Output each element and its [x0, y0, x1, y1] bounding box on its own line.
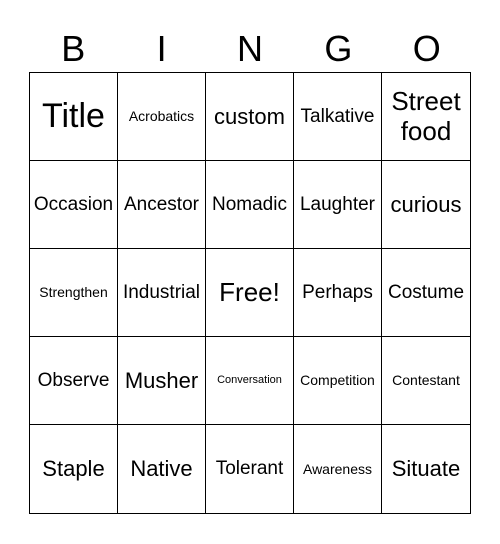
bingo-cell: Talkative	[294, 73, 382, 161]
bingo-cell: Awareness	[294, 425, 382, 513]
bingo-cell: curious	[382, 161, 470, 249]
header-letter-n: N	[236, 28, 263, 69]
bingo-cell: Perhaps	[294, 249, 382, 337]
bingo-cell: Strengthen	[30, 249, 118, 337]
header-letter-b: B	[61, 28, 86, 69]
bingo-cell: Conversation	[206, 337, 294, 425]
bingo-cell: custom	[206, 73, 294, 161]
bingo-cell-free: Free!	[206, 249, 294, 337]
header-letter-o: O	[412, 28, 441, 69]
bingo-cell: Laughter	[294, 161, 382, 249]
header-letter-i: I	[156, 28, 167, 69]
bingo-board	[29, 72, 471, 514]
bingo-cell: Acrobatics	[118, 73, 206, 161]
bingo-cell: Tolerant	[206, 425, 294, 513]
bingo-cell: Contestant	[382, 337, 470, 425]
bingo-cell: Situate	[391, 456, 461, 482]
bingo-cell: Street food	[382, 73, 470, 161]
bingo-cell: Observe	[30, 337, 118, 425]
bingo-cell: Nomadic	[206, 161, 294, 249]
bingo-cell: Ancestor	[118, 161, 206, 249]
bingo-cell: Native	[118, 425, 206, 513]
bingo-cell: Title	[30, 73, 118, 161]
bingo-cell: Industrial	[118, 249, 206, 337]
bingo-cell: Costume	[382, 249, 470, 337]
bingo-header	[29, 26, 471, 72]
bingo-cell: Occasion	[30, 161, 118, 249]
bingo-cell: Musher	[118, 337, 206, 425]
bingo-cell: Competition	[294, 337, 382, 425]
bingo-cell: Staple	[30, 425, 118, 513]
header-letter-g: G	[324, 28, 353, 69]
